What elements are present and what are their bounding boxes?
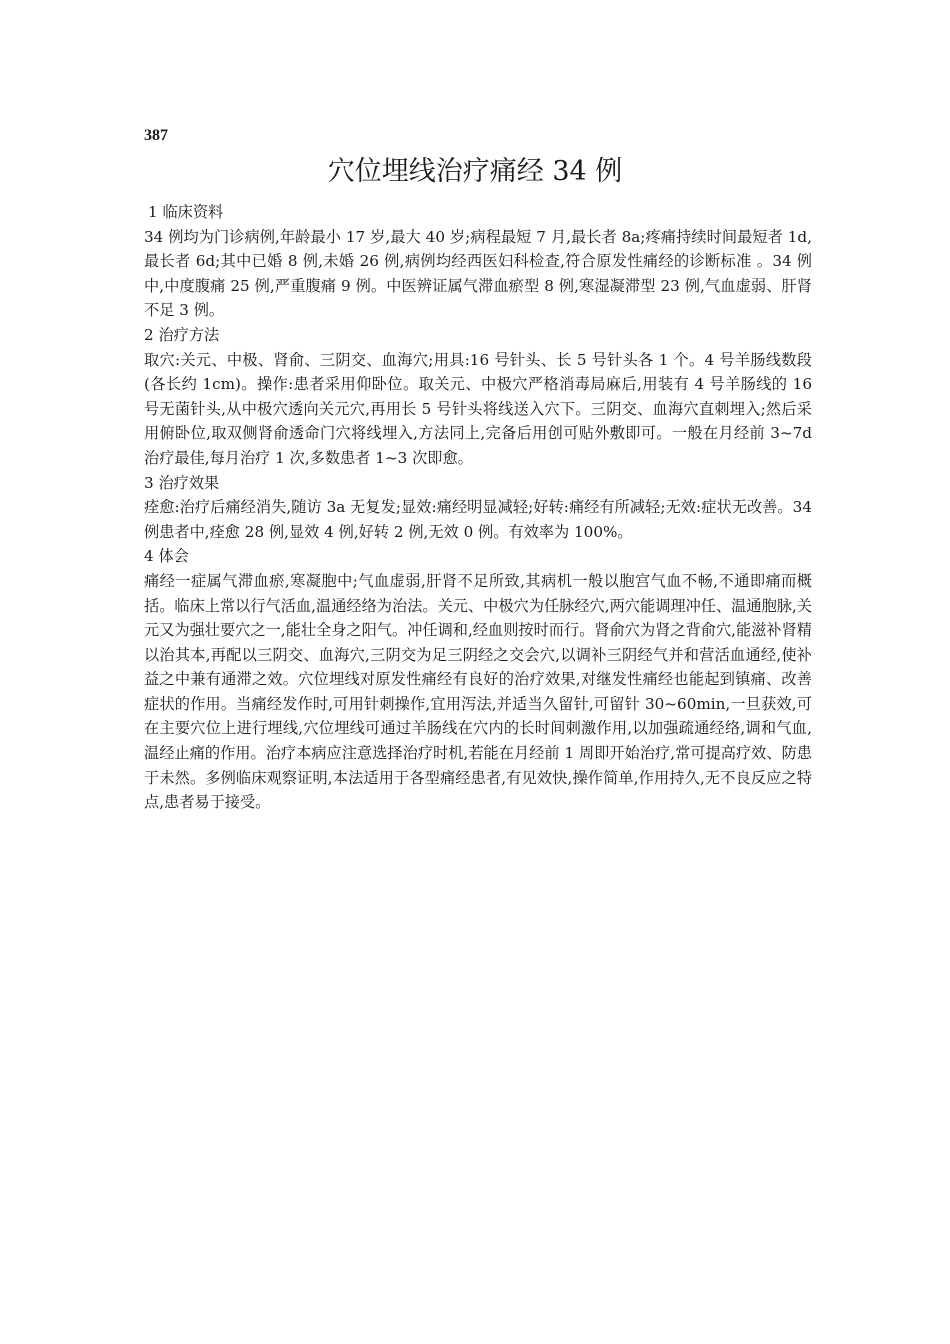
section-text-treatment-result: 痊愈:治疗后痛经消失,随访 3a 无复发;显效:痛经明显减轻;好转:痛经有所减轻;无效:症状无改善。34 例患者中,痊愈 28 例,显效 4 例,好转 2 例,无效 0 例。有效率为 100%。 <box>144 498 812 541</box>
section-heading-discussion: 4 体会 <box>144 547 189 566</box>
section-heading-treatment-method: 2 治疗方法 <box>144 325 220 344</box>
section-text-clinical-data: 34 例均为门诊病例,年龄最小 17 岁,最大 40 岁;病程最短 7 月,最长者 8a;疼痛持续时间最短者 1d,最长者 6d;其中已婚 8 例,未婚 26 例,病例均经西医妇科检查,符合原发性痛经的诊断标准 。34 例中,中度腹痛 25 例,严重腹痛 9 例。中医辨证属气滞血瘀型 8 例,寒湿凝滞型 23 例,气血虚弱、肝肾不足 3 例。 <box>144 227 812 320</box>
article-body <box>144 200 812 815</box>
article-title: 穴位埋线治疗痛经 34 例 <box>327 156 623 187</box>
section-heading-clinical-data: 1 临床资料 <box>148 203 224 221</box>
page-number: 387 <box>144 127 168 144</box>
section-text-treatment-method: 取穴:关元、中极、肾俞、三阴交、血海穴;用具:16 号针头、长 5 号针头各 1 个。4 号羊肠线数段(各长约 1cm)。操作:患者采用仰卧位。取关元、中极穴严格消毒局麻后,用装有 4 号羊肠线的 16 号无菌针头,从中极穴透向关元穴,再用长 5 号针头将线送入穴下。三阴交、血海穴直刺埋入;然后采用俯卧位,取双侧肾俞透命门穴将线埋入,方法同上,完备后用创可贴外敷即可。一般在月经前 3~7d 治疗最佳,每月治疗 1 次,多数患者 1~3 次即愈。 <box>144 350 812 467</box>
section-heading-treatment-result: 3 治疗效果 <box>144 473 220 492</box>
section-text-discussion: 痛经一症属气滞血瘀,寒凝胞中;气血虚弱,肝肾不足所致,其病机一般以胞宫气血不畅,不通即痛而概括。临床上常以行气活血,温通经络为治法。关元、中极穴为任脉经穴,两穴能调理冲任、温通胞脉,关元又为强壮要穴之一,能壮全身之阳气。冲任调和,经血则按时而行。肾俞穴为肾之背俞穴,能滋补肾精以治其本,再配以三阴交、血海穴,三阴交为足三阴经之交会穴,以调补三阴经气并和营活血通经,使补益之中兼有通滞之效。穴位埋线对原发性痛经有良好的治疗效果,对继发性痛经也能起到镇痛、改善症状的作用。当痛经发作时,可用针刺操作,宜用泻法,并适当久留针,可留针 30~60min,一旦获效,可在主要穴位上进行埋线,穴位埋线可通过羊肠线在穴内的长时间刺激作用,以加强疏通经络,调和气血,温经止痛的作用。治疗本病应注意选择治疗时机,若能在月经前 1 周即开始治疗,常可提高疗效、防患于未然。多例临床观察证明,本法适用于各型痛经患者,有见效快,操作简单,作用持久,无不良反应之特点,患者易于接受。 <box>144 571 812 812</box>
